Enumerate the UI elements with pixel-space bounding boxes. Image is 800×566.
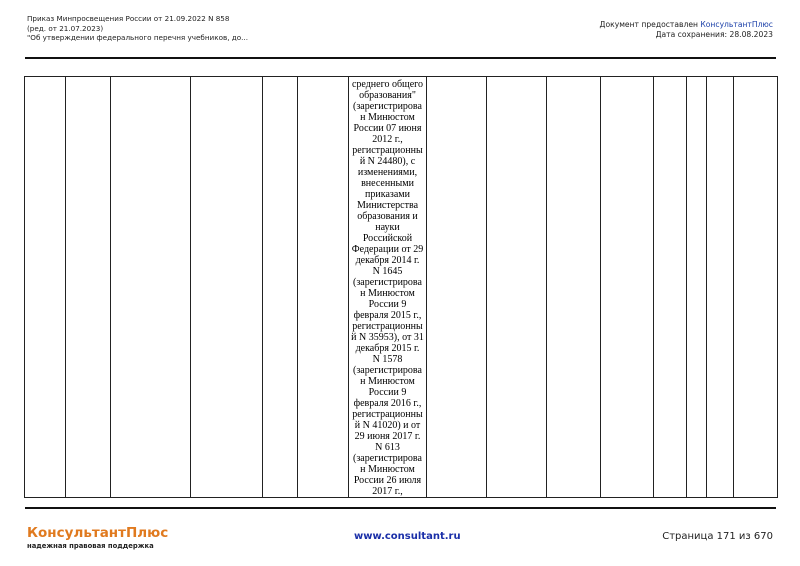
table-cell (66, 77, 111, 498)
document-provider (600, 20, 773, 40)
footer-logo (27, 525, 168, 550)
table-cell (191, 77, 263, 498)
table-row (25, 77, 778, 498)
cell-text: среднего общего образования" (зарегистрирова н Минюстом России 07 июня 2012 г., регистрационны й N 24480), с изменениями, внесенными приказами Министерства образования и науки Российской Федерации от 29 декабря 2014 г. N 1645 (зарегистрирова н Минюстом России 9 февраля 2015 г., регистрационны й N 35953), от 31 декабря 2015 г. N 1578 (зарегистрирова н Минюстом России 9 февраля 2016 г., регистрационны й N 41020) и от 29 июня 2017 г. N 613 (зарегистрирова н Минюстом России 26 июля 2017 г., (351, 79, 424, 497)
provider-brand: КонсультантПлюс (700, 20, 773, 29)
table-cell (734, 77, 778, 498)
table-cell (25, 77, 66, 498)
table-cell (487, 77, 547, 498)
header-line: Приказ Минпросвещения России от 21.09.2022 N 858 (27, 14, 230, 23)
website-link[interactable]: www.consultant.ru (354, 531, 461, 542)
header-line: "Об утверждении федерального перечня учебников, до... (27, 33, 248, 42)
header-divider (25, 57, 776, 59)
document-table (24, 76, 778, 498)
table-cell (601, 77, 654, 498)
table-cell (547, 77, 601, 498)
table-cell (654, 77, 687, 498)
table-cell (349, 77, 427, 498)
table-cell (263, 77, 298, 498)
footer-divider (25, 507, 776, 509)
table-cell (427, 77, 487, 498)
header-line: (ред. от 21.07.2023) (27, 23, 104, 33)
table-cell (298, 77, 349, 498)
provided-label: Документ предоставлен (599, 20, 701, 29)
document-header-title (27, 14, 248, 43)
table-cell (707, 77, 734, 498)
brand-logo: КонсультантПлюс (27, 525, 169, 541)
brand-tagline: надежная правовая поддержка (27, 542, 154, 550)
table-cell (111, 77, 191, 498)
save-date: Дата сохранения: 28.08.2023 (655, 30, 773, 39)
page-number: Страница 171 из 670 (662, 531, 773, 542)
table-cell (687, 77, 707, 498)
